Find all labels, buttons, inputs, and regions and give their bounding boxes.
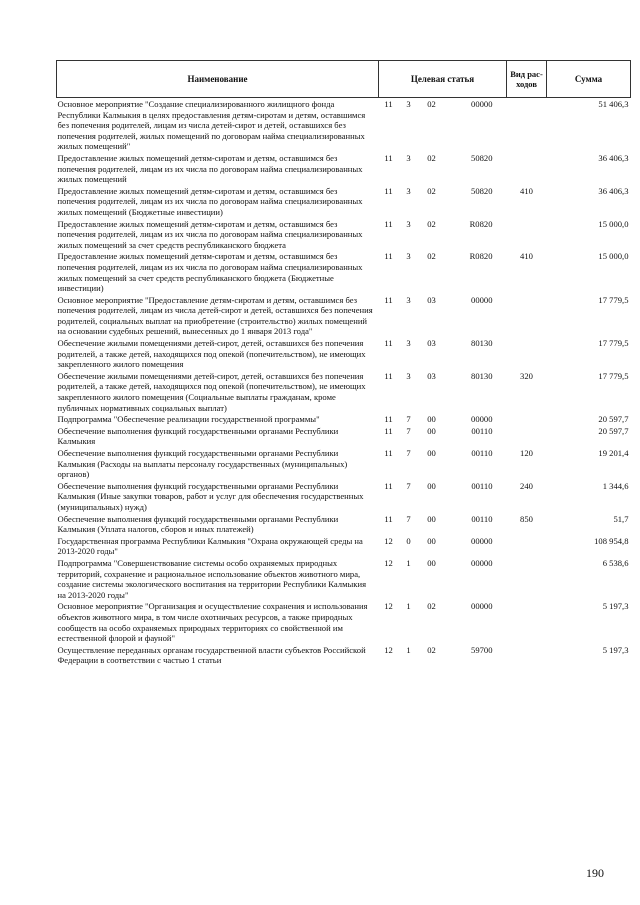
header-name: Наименование <box>57 61 379 98</box>
row-code-activity: 02 <box>427 185 436 196</box>
row-code-subprogram: 7 <box>406 480 411 491</box>
row-code-subprogram: 7 <box>406 425 411 436</box>
row-code-subprogram: 7 <box>406 448 411 458</box>
row-code-direction: 00000 <box>471 557 493 568</box>
row-code-subprogram: 1 <box>406 644 411 655</box>
row-code-activity: 03 <box>427 370 436 381</box>
row-expense-type <box>507 644 547 666</box>
row-name: Осуществление переданных органам государственной власти субъектов Российской Федерации в соответствии с частью 1 статьи <box>57 644 366 666</box>
row-expense-type <box>507 98 547 152</box>
row-name: Предоставление жилых помещений детям-сиротам и детям, оставшимся без попечения родителей, лицам из их числа по договорам найма специализированных жилых помещений за счет средств республиканского бюджета (Бюджетные инвестиции) <box>57 251 363 294</box>
row-code-subprogram: 3 <box>406 338 411 349</box>
page-number: 190 <box>586 866 604 880</box>
table-header-row <box>57 61 631 98</box>
row-code-direction: R0820 <box>469 218 493 229</box>
table-row <box>57 337 631 370</box>
row-code-direction: 00110 <box>471 425 493 436</box>
row-code-direction: 00110 <box>471 480 493 491</box>
row-code-subprogram: 3 <box>406 218 411 229</box>
row-sum: 20 597,7 <box>598 425 629 436</box>
row-code-activity: 02 <box>427 644 436 655</box>
row-code-direction: 00000 <box>471 99 493 109</box>
row-code-direction: 50820 <box>471 152 493 163</box>
row-code-direction: 00000 <box>471 294 493 305</box>
row-code-direction: 50820 <box>471 185 493 196</box>
row-code-program: 11 <box>384 513 393 524</box>
row-expense-type <box>507 413 547 425</box>
row-name: Обеспечение жилыми помещениями детей-сирот, детей, оставшихся без попечения родителей, а также детей, находящихся под опекой (попечительством), не имеющих закрепленного жилого помещения <box>57 338 366 370</box>
row-code-activity: 00 <box>427 513 436 524</box>
row-name: Основное мероприятие "Создание специализированного жилищного фонда Республики Калмыкия в целях предоставления детям-сиротам и детям, оставшимся без попечения родителей, лицам из числа детей-сирот и детей, оставшихся без попечения родителей, жилых помещений по договорам найма специализированных жилых помещений" <box>57 99 366 152</box>
row-code-direction: 00110 <box>471 448 493 458</box>
row-code-program: 11 <box>384 370 393 381</box>
row-code-activity: 03 <box>427 338 436 349</box>
row-expense-type <box>507 425 547 447</box>
row-code-activity: 00 <box>427 448 436 458</box>
row-code-program: 11 <box>384 99 393 109</box>
table-row <box>57 513 631 535</box>
table-row <box>57 557 631 600</box>
row-expense-type: 410 <box>520 251 533 262</box>
row-code-activity: 00 <box>427 535 436 546</box>
row-code-direction: 00110 <box>471 513 493 524</box>
row-sum: 19 201,4 <box>598 448 629 458</box>
row-sum: 17 779,5 <box>598 294 629 305</box>
row-code-activity: 02 <box>427 152 436 163</box>
table-row <box>57 185 631 218</box>
row-name: Обеспечение выполнения функций государственными органами Республики Калмыкия (Иные закупки товаров, работ и услуг для обеспечения государственных (муниципальных) нужд) <box>57 480 364 512</box>
row-code-direction: 80130 <box>471 338 493 349</box>
row-expense-type <box>507 600 547 643</box>
row-code-program: 11 <box>384 480 393 491</box>
row-sum: 15 000,0 <box>598 218 629 229</box>
row-sum: 51 406,3 <box>598 99 629 109</box>
row-code-activity: 03 <box>427 294 436 305</box>
row-code-activity: 00 <box>427 425 436 436</box>
row-name: Подпрограмма "Совершенствование системы особо охраняемых природных территорий, сохранение и рациональное использование объектов животного мира, создание системы экологического воспитания на территории Республики Калмыкия на 2013-2020 годы" <box>57 557 367 600</box>
row-sum: 5 197,3 <box>602 644 629 655</box>
row-code-program: 11 <box>384 218 393 229</box>
row-name: Предоставление жилых помещений детям-сиротам и детям, оставшимся без попечения родителей, лицам из их числа по договорам найма специализированных жилых помещений (Бюджетные инвестиции) <box>57 185 363 217</box>
row-code-activity: 02 <box>427 99 436 109</box>
row-code-activity: 00 <box>427 480 436 491</box>
row-expense-type <box>507 535 547 557</box>
row-name: Основное мероприятие "Предоставление детям-сиротам и детям, оставшимся без попечения родителей, лицам из числа детей-сирот и детей, оставшихся без попечения родителей, социальных выплат на приобретение (строительство) жилых помещений на основании судебных решений, вынесенных до 1 января 2013 года" <box>57 294 373 337</box>
row-code-program: 11 <box>384 294 393 305</box>
row-expense-type: 320 <box>520 370 533 381</box>
row-sum: 15 000,0 <box>598 251 629 262</box>
row-name: Обеспечение выполнения функций государственными органами Республики Калмыкия (Уплата налогов, сборов и иных платежей) <box>57 513 339 535</box>
row-sum: 51,7 <box>613 513 629 524</box>
row-sum: 6 538,6 <box>602 557 629 568</box>
row-code-activity: 02 <box>427 251 436 262</box>
row-code-program: 11 <box>384 185 393 196</box>
table-row <box>57 98 631 152</box>
row-code-program: 11 <box>384 414 393 425</box>
header-sum: Сумма <box>547 61 631 98</box>
table-row <box>57 600 631 643</box>
row-code-activity: 02 <box>427 601 436 612</box>
table-row <box>57 447 631 480</box>
table-row <box>57 370 631 413</box>
row-code-direction: R0820 <box>469 251 493 262</box>
row-name: Предоставление жилых помещений детям-сиротам и детям, оставшимся без попечения родителей, лицам из их числа по договорам найма специализированных жилых помещений <box>57 152 363 185</box>
row-expense-type <box>507 337 547 370</box>
table-row <box>57 218 631 251</box>
row-code-program: 12 <box>384 644 393 655</box>
row-sum: 17 779,5 <box>598 370 629 381</box>
row-expense-type <box>507 152 547 185</box>
row-code-program: 12 <box>384 535 393 546</box>
row-sum: 5 197,3 <box>602 601 629 612</box>
row-code-activity: 00 <box>427 557 436 568</box>
row-name: Основное мероприятие "Организация и осуществление сохранения и использования объектов животного мира, в том числе охотничьих ресурсов, а также природных сообществ на особо охраняемых природных территориях со свойственной им естественной флорой и фауной" <box>57 601 368 644</box>
row-code-subprogram: 3 <box>406 99 411 109</box>
row-code-direction: 00000 <box>471 414 493 425</box>
row-name: Обеспечение выполнения функций государственными органами Республики Калмыкия <box>57 425 339 447</box>
row-code-direction: 80130 <box>471 370 493 381</box>
row-code-program: 11 <box>384 448 393 458</box>
row-code-activity: 00 <box>427 414 436 425</box>
row-code-direction: 00000 <box>471 535 493 546</box>
row-sum: 36 406,3 <box>598 152 629 163</box>
row-code-subprogram: 3 <box>406 370 411 381</box>
table-row <box>57 250 631 293</box>
row-code-program: 11 <box>384 425 393 436</box>
budget-table-page <box>56 60 630 666</box>
row-code-direction: 00000 <box>471 601 493 612</box>
row-code-program: 12 <box>384 557 393 568</box>
row-code-subprogram: 7 <box>406 414 411 425</box>
header-expense-type: Вид рас-ходов <box>507 61 547 98</box>
table-row <box>57 535 631 557</box>
row-code-activity: 02 <box>427 218 436 229</box>
row-code-direction: 59700 <box>471 644 493 655</box>
row-code-subprogram: 1 <box>406 601 411 612</box>
row-code-subprogram: 3 <box>406 294 411 305</box>
row-code-program: 11 <box>384 152 393 163</box>
row-expense-type: 120 <box>520 448 533 458</box>
row-code-subprogram: 3 <box>406 251 411 262</box>
row-code-subprogram: 3 <box>406 185 411 196</box>
row-expense-type: 850 <box>520 513 533 524</box>
row-sum: 17 779,5 <box>598 338 629 349</box>
table-row <box>57 294 631 337</box>
row-code-program: 12 <box>384 601 393 612</box>
row-name: Обеспечение выполнения функций государственными органами Республики Калмыкия (Расходы на выплаты персоналу государственных (муниципальных) органов) <box>57 448 348 480</box>
table-row <box>57 425 631 447</box>
row-code-subprogram: 0 <box>406 535 411 546</box>
row-sum: 20 597,7 <box>598 414 629 425</box>
row-name: Государственная программа Республики Калмыкия "Охрана окружающей среды на 2013-2020 годы" <box>57 535 363 557</box>
row-expense-type <box>507 294 547 337</box>
row-expense-type <box>507 218 547 251</box>
budget-table <box>56 60 631 666</box>
row-name: Подпрограмма "Обеспечение реализации государственной программы" <box>57 414 320 425</box>
row-sum: 108 954,8 <box>594 535 629 546</box>
row-code-subprogram: 7 <box>406 513 411 524</box>
row-sum: 36 406,3 <box>598 185 629 196</box>
table-row <box>57 480 631 513</box>
table-row <box>57 413 631 425</box>
row-expense-type <box>507 557 547 600</box>
table-row <box>57 644 631 666</box>
row-code-program: 11 <box>384 338 393 349</box>
row-sum: 1 344,6 <box>602 480 629 491</box>
header-target-article: Целевая статья <box>379 61 507 98</box>
row-code-program: 11 <box>384 251 393 262</box>
row-expense-type: 410 <box>520 185 533 196</box>
table-row <box>57 152 631 185</box>
row-name: Предоставление жилых помещений детям-сиротам и детям, оставшимся без попечения родителей, лицам из их числа по договорам найма специализированных жилых помещений за счет средств республиканского бюджета <box>57 218 363 250</box>
row-expense-type: 240 <box>520 480 533 491</box>
row-name: Обеспечение жилыми помещениями детей-сирот, детей, оставшихся без попечения родителей, а также детей, находящихся под опекой (попечительством), не имеющих закрепленного жилого помещения (Социальные выплаты гражданам, кроме публичных нормативных социальных выплат) <box>57 370 366 413</box>
row-code-subprogram: 1 <box>406 557 411 568</box>
row-code-subprogram: 3 <box>406 152 411 163</box>
